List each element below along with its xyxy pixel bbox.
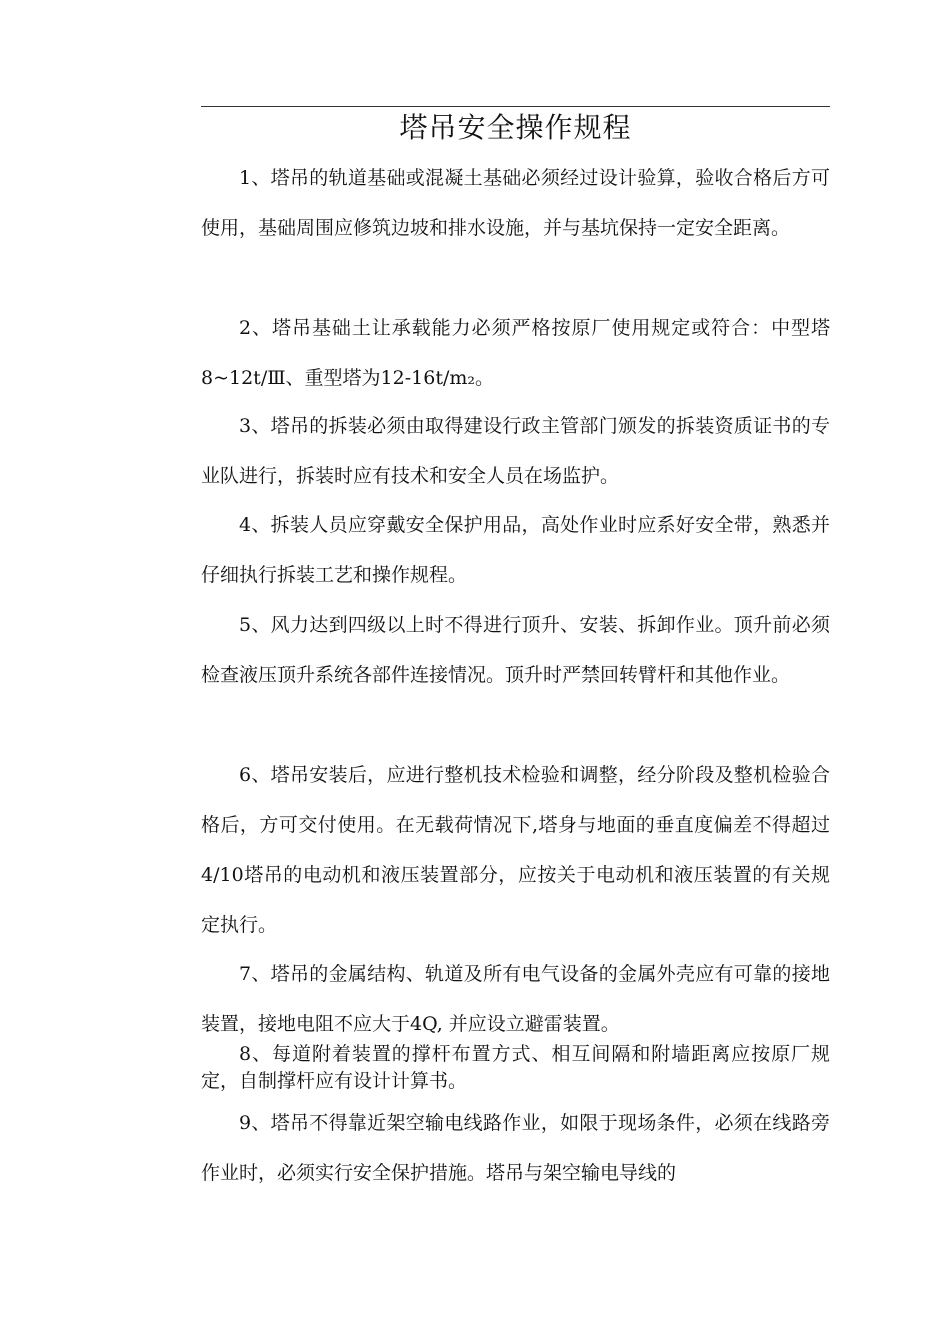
paragraph-9: 9、塔吊不得靠近架空输电线路作业，如限于现场条件，必须在线路旁作业时，必须实行安全保护措施。塔吊与架空输电导线的 (201, 1112, 830, 1184)
paragraph-5: 5、风力达到四级以上时不得进行顶升、安装、拆卸作业。顶升前必须检查液压顶升系统各部件连接情况。顶升时严禁回转臂杆和其他作业。 (201, 614, 830, 686)
paragraph-1: 1、塔吊的轨道基础或混凝土基础必须经过设计验算，验收合格后方可使用，基础周围应修筑边坡和排水设施，并与基坑保持一定安全距离。 (201, 167, 830, 239)
paragraph-4: 4、拆装人员应穿戴安全保护用品，高处作业时应系好安全带，熟悉并仔细执行拆装工艺和操作规程。 (201, 514, 830, 586)
paragraph-8: 8、每道附着装置的撑杆布置方式、相互间隔和附墙距离应按原厂规定，自制撑杆应有设计计算书。 (201, 1043, 830, 1092)
paragraph-6: 6、塔吊安装后，应进行整机技术检验和调整，经分阶段及整机检验合格后，方可交付使用。在无载荷情况下,塔身与地面的垂直度偏差不得超过4/10塔吊的电动机和液压装置部分，应按关于电动机和液压装置的有关规定执行。 (201, 764, 830, 936)
paragraph-3: 3、塔吊的拆装必须由取得建设行政主管部门颁发的拆装资质证书的专业队进行，拆装时应有技术和安全人员在场监护。 (201, 415, 830, 487)
header-rule (201, 106, 830, 107)
paragraph-2: 2、塔吊基础土让承载能力必须严格按原厂使用规定或符合：中型塔8~12t/Ⅲ、重型塔为12-16t/m₂。 (201, 317, 830, 389)
page-title: 塔吊安全操作规程 (399, 111, 632, 144)
paragraph-7: 7、塔吊的金属结构、轨道及所有电气设备的金属外壳应有可靠的接地装置，接地电阻不应大于4Q, 并应设立避雷装置。 (201, 963, 830, 1035)
